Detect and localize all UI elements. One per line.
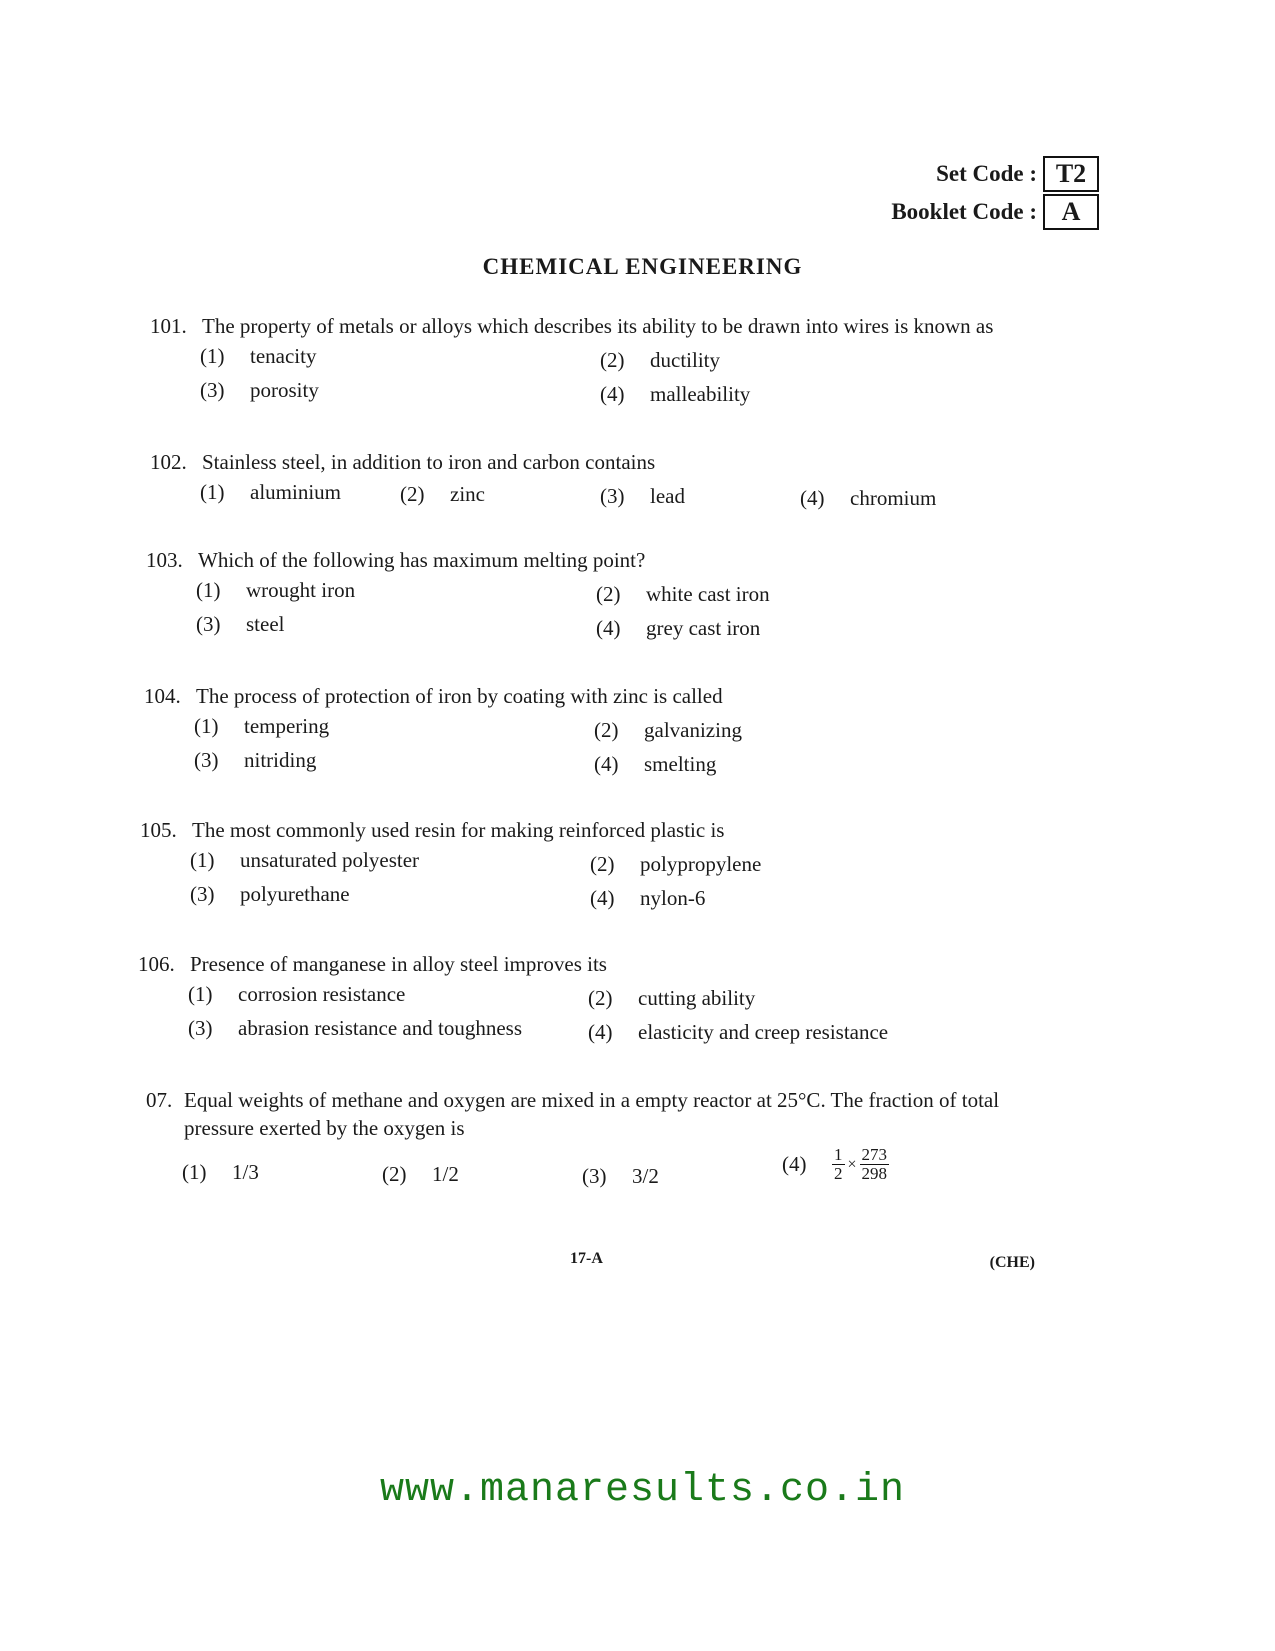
question-text: The property of metals or alloys which describes its ability to be drawn into wires is known as <box>202 314 994 338</box>
page-title: CHEMICAL ENGINEERING <box>482 254 803 279</box>
option-2: (2) polypropylene <box>590 852 762 876</box>
question-number: 103. <box>146 548 183 572</box>
page-number: 17-A <box>570 1250 603 1267</box>
option-3: (3) abrasion resistance and toughness <box>188 1016 523 1040</box>
option-3: (3) nitriding <box>194 748 317 772</box>
question-number: 07. <box>146 1088 173 1112</box>
option-1: (1) corrosion resistance <box>188 982 406 1006</box>
option-1: (1) unsaturated polyester <box>190 848 420 872</box>
question-number: 106. <box>138 952 175 976</box>
question-number: 104. <box>144 684 181 708</box>
option-4: (4) grey cast iron <box>596 616 761 640</box>
booklet-code-label: Booklet Code : <box>891 199 1037 224</box>
option-2: (2) cutting ability <box>588 986 756 1010</box>
question-107 <box>146 1086 1046 1230</box>
option-3: (3) lead <box>600 484 685 508</box>
option-1: (1) tenacity <box>200 344 317 368</box>
question-text: Which of the following has maximum melting point? <box>198 548 646 572</box>
question-103 <box>146 546 1086 646</box>
question-number: 102. <box>150 450 187 474</box>
option-1: (1) tempering <box>194 714 330 738</box>
question-number: 105. <box>140 818 177 842</box>
website-watermark: www.manaresults.co.in <box>379 1468 906 1513</box>
question-number: 101. <box>150 314 187 338</box>
question-101 <box>150 312 1090 412</box>
question-text: The process of protection of iron by coating with zinc is called <box>196 684 723 708</box>
subject-code: (CHE) <box>989 1254 1035 1271</box>
set-code <box>936 156 1099 192</box>
question-text: The most commonly used resin for making reinforced plastic is <box>192 818 725 842</box>
booklet-code <box>891 194 1099 230</box>
option-1: (1) 1/3 <box>182 1160 259 1184</box>
question-text: Equal weights of methane and oxygen are mixed in a empty reactor at 25°C. The fraction of total pressure exerted by the oxygen is <box>184 1088 1000 1140</box>
option-1: (1) aluminium <box>200 480 341 504</box>
question-106 <box>138 950 1078 1050</box>
option-3: (3) steel <box>196 612 285 636</box>
option-4: (4) chromium <box>800 486 937 510</box>
option-3: (3) 3/2 <box>582 1164 659 1188</box>
fraction-expression: $\frac{1}{2}$ × $\frac{273}{298}$ <box>834 1145 888 1183</box>
option-4: (4) elasticity and creep resistance <box>588 1020 889 1044</box>
question-105 <box>140 816 1080 916</box>
question-text: Presence of manganese in alloy steel improves its <box>190 952 607 976</box>
option-2: (2) white cast iron <box>596 582 770 606</box>
option-2: (2) 1/2 <box>382 1162 459 1186</box>
question-102 <box>150 448 1090 516</box>
option-3: (3) polyurethane <box>190 882 350 906</box>
option-1: (1) wrought iron <box>196 578 356 602</box>
question-text: Stainless steel, in addition to iron and carbon contains <box>202 450 656 474</box>
option-4: (4) smelting <box>594 752 717 776</box>
option-4: (4) $\frac{1}{2}$ × $\frac{273}{298}$ <box>782 1145 888 1183</box>
booklet-code-value: A <box>1043 194 1099 230</box>
option-2: (2) ductility <box>600 348 720 372</box>
option-2: (2) zinc <box>400 482 485 506</box>
set-code-label: Set Code : <box>936 161 1037 186</box>
option-2: (2) galvanizing <box>594 718 742 742</box>
option-4: (4) malleability <box>600 382 751 406</box>
option-3: (3) porosity <box>200 378 319 402</box>
question-104 <box>144 682 1084 782</box>
set-code-value: T2 <box>1043 156 1099 192</box>
option-4: (4) nylon-6 <box>590 886 706 910</box>
